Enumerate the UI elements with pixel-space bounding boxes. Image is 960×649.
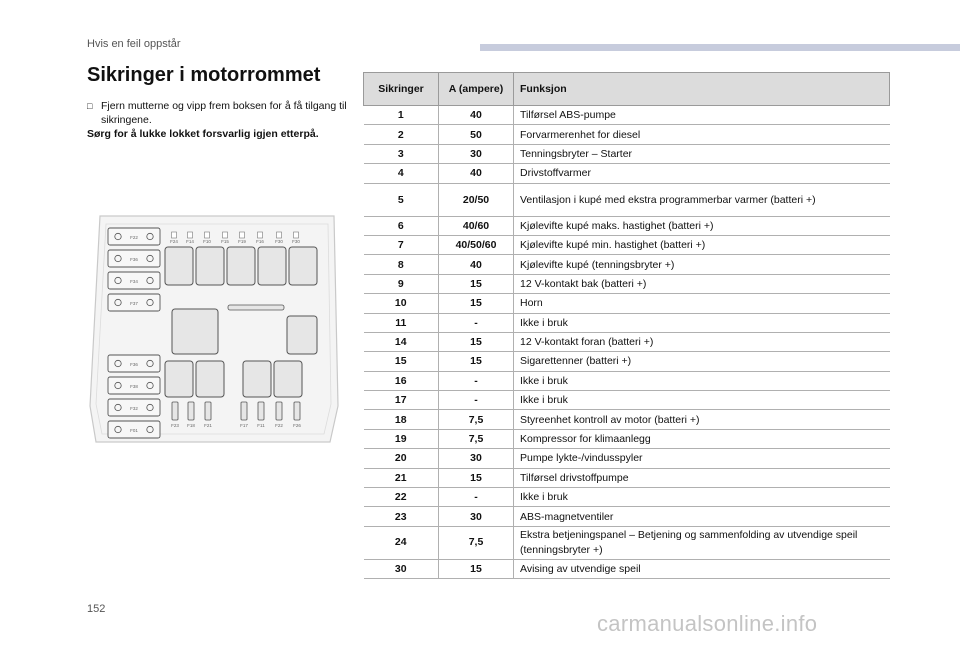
section-header: Hvis en feil oppstår [87, 38, 181, 50]
table-row [364, 488, 890, 507]
fuse-label: F24 [170, 239, 178, 244]
fuse-box-diagram [86, 206, 340, 443]
fuse-number: 6 [364, 216, 439, 235]
table-row [364, 216, 890, 235]
header-fuse: Sikringer [364, 73, 439, 106]
fuse-function: Kompressor for klimaanlegg [514, 429, 890, 448]
relay-block [196, 247, 224, 285]
fuse-ampere: 7,5 [439, 410, 514, 429]
fuse-function: Tilførsel ABS-pumpe [514, 106, 890, 125]
fuse-ampere: 40/50/60 [439, 235, 514, 254]
fuse-label: F16 [256, 239, 264, 244]
fuse-function: Ikke i bruk [514, 371, 890, 390]
fuse-number: 7 [364, 235, 439, 254]
fuse-number: 15 [364, 352, 439, 371]
fuse-number: 5 [364, 183, 439, 216]
table-row [364, 274, 890, 293]
fuse-function: Ekstra betjeningspanel – Betjening og sammenfolding av utvendige speil (tenningsbryter +) [514, 526, 890, 559]
table-row [364, 559, 890, 578]
table-row [364, 125, 890, 144]
relay-block [196, 361, 224, 397]
fuse-function: Ikke i bruk [514, 313, 890, 332]
fuse-number: 16 [364, 371, 439, 390]
fuse-function: Forvarmerenhet for diesel [514, 125, 890, 144]
fuse-number: 19 [364, 429, 439, 448]
fuse-number: 18 [364, 410, 439, 429]
fuse-label: F37 [130, 301, 138, 306]
blade-fuse [241, 402, 247, 420]
fuse-function: Horn [514, 294, 890, 313]
fuse-ampere: 40 [439, 106, 514, 125]
watermark: carmanualsonline.info [597, 611, 818, 636]
fuse-ampere: 30 [439, 144, 514, 163]
fuse-ampere: 30 [439, 507, 514, 526]
mini-fuse [277, 232, 282, 238]
fuse-number: 21 [364, 468, 439, 487]
header-function: Funksjon [514, 73, 890, 106]
maxi-fuse [108, 399, 160, 416]
fuse-ampere: - [439, 313, 514, 332]
fuse-label: F30 [292, 239, 300, 244]
fuse-function: Tilførsel drivstoffpumpe [514, 468, 890, 487]
fuse-ampere: - [439, 371, 514, 390]
table-row [364, 507, 890, 526]
fuse-label: F30 [275, 239, 283, 244]
fuse-number: 4 [364, 164, 439, 183]
table-row [364, 164, 890, 183]
instruction-step [87, 99, 347, 127]
fuse-label: F11 [257, 423, 265, 428]
fuse-function: Ikke i bruk [514, 391, 890, 410]
fuse-function: Sigarettenner (batteri +) [514, 352, 890, 371]
fuse-number: 2 [364, 125, 439, 144]
fuse-number: 22 [364, 488, 439, 507]
mini-fuse [205, 232, 210, 238]
table-row [364, 352, 890, 371]
fuse-function: Kjølevifte kupé (tenningsbryter +) [514, 255, 890, 274]
fuse-label: F15 [221, 239, 229, 244]
maxi-fuse [108, 250, 160, 267]
fuse-label: F34 [130, 279, 138, 284]
fuse-ampere: 15 [439, 468, 514, 487]
fuse-ampere: 15 [439, 332, 514, 351]
instruction-warning: Sørg for å lukke lokket forsvarlig igjen etterpå. [87, 128, 319, 140]
fuse-function: ABS-magnetventiler [514, 507, 890, 526]
fuse-ampere: 40/60 [439, 216, 514, 235]
fuse-label: F17 [240, 423, 248, 428]
blade-fuse [205, 402, 211, 420]
fuse-number: 1 [364, 106, 439, 125]
fuse-label: F18 [187, 423, 195, 428]
table-row [364, 468, 890, 487]
table-row [364, 106, 890, 125]
fuse-function: Ikke i bruk [514, 488, 890, 507]
relay-block [287, 316, 317, 354]
bus-bar [228, 305, 284, 310]
blade-fuse [188, 402, 194, 420]
fuse-ampere: - [439, 488, 514, 507]
fuse-function: Tenningsbryter – Starter [514, 144, 890, 163]
fuse-number: 30 [364, 559, 439, 578]
table-row [364, 449, 890, 468]
table-row [364, 526, 890, 559]
fuse-function: Drivstoffvarmer [514, 164, 890, 183]
fuse-number: 10 [364, 294, 439, 313]
fuse-label: F26 [293, 423, 301, 428]
header-bar [480, 44, 960, 51]
fuse-function: Ventilasjon i kupé med ekstra programmerbar varmer (batteri +) [514, 183, 890, 216]
table-row [364, 144, 890, 163]
fuse-number: 24 [364, 526, 439, 559]
fuse-number: 8 [364, 255, 439, 274]
table-row [364, 332, 890, 351]
blade-fuse [258, 402, 264, 420]
fuse-ampere: 40 [439, 164, 514, 183]
fuse-label: F36 [130, 257, 138, 262]
fuse-ampere: 15 [439, 274, 514, 293]
fuse-label: F22 [130, 235, 138, 240]
blade-fuse [276, 402, 282, 420]
fuse-ampere: 15 [439, 559, 514, 578]
fuse-ampere: 40 [439, 255, 514, 274]
table-row [364, 371, 890, 390]
fuse-label: F36 [130, 362, 138, 367]
relay-block [165, 247, 193, 285]
table-row [364, 410, 890, 429]
table-row [364, 255, 890, 274]
fuse-label: F38 [130, 384, 138, 389]
table-row [364, 235, 890, 254]
mini-fuse [172, 232, 177, 238]
page-number: 152 [87, 603, 106, 615]
fuse-number: 17 [364, 391, 439, 410]
relay-block [243, 361, 271, 397]
fuse-table [363, 72, 890, 579]
fuse-ampere: 15 [439, 352, 514, 371]
mini-fuse [188, 232, 193, 238]
maxi-fuse [108, 294, 160, 311]
fuse-ampere: 7,5 [439, 526, 514, 559]
header-ampere: A (ampere) [439, 73, 514, 106]
fuse-function: Styreenhet kontroll av motor (batteri +) [514, 410, 890, 429]
maxi-fuse [108, 228, 160, 245]
fuse-number: 23 [364, 507, 439, 526]
mini-fuse [258, 232, 263, 238]
maxi-fuse [108, 272, 160, 289]
fuse-label: F01 [130, 428, 138, 433]
maxi-fuse [108, 421, 160, 438]
fuse-ampere: 7,5 [439, 429, 514, 448]
table-row [364, 429, 890, 448]
mini-fuse [294, 232, 299, 238]
fuse-number: 14 [364, 332, 439, 351]
relay-block [227, 247, 255, 285]
fuse-ampere: 15 [439, 294, 514, 313]
table-row [364, 313, 890, 332]
fuse-table-body [364, 106, 890, 579]
fuse-function: Pumpe lykte-/vindusspyler [514, 449, 890, 468]
checkbox-bullet-icon: □ [87, 101, 93, 111]
relay-block [274, 361, 302, 397]
maxi-fuse [108, 355, 160, 372]
fuse-function: 12 V-kontakt bak (batteri +) [514, 274, 890, 293]
fuse-number: 3 [364, 144, 439, 163]
table-header-row [364, 73, 890, 106]
fuse-ampere: 30 [439, 449, 514, 468]
table-row [364, 294, 890, 313]
fuse-label: F21 [204, 423, 212, 428]
relay-block [258, 247, 286, 285]
relay-block [289, 247, 317, 285]
fuse-number: 20 [364, 449, 439, 468]
relay-block-large [172, 309, 218, 354]
fuse-label: F23 [171, 423, 179, 428]
blade-fuse [172, 402, 178, 420]
fuse-number: 11 [364, 313, 439, 332]
table-row [364, 391, 890, 410]
instruction-step-text: Fjern mutterne og vipp frem boksen for å få tilgang til sikringene. [101, 100, 347, 126]
fuse-label: F14 [186, 239, 194, 244]
instructions [87, 99, 347, 141]
fuse-function: Kjølevifte kupé maks. hastighet (batteri +) [514, 216, 890, 235]
page-title: Sikringer i motorrommet [87, 64, 321, 86]
maxi-fuse [108, 377, 160, 394]
fuse-ampere: - [439, 391, 514, 410]
fuse-ampere: 50 [439, 125, 514, 144]
fuse-label: F22 [275, 423, 283, 428]
fuse-function: Kjølevifte kupé min. hastighet (batteri +) [514, 235, 890, 254]
relay-block [165, 361, 193, 397]
mini-fuse [223, 232, 228, 238]
fuse-label: F19 [238, 239, 246, 244]
fuse-function: Avising av utvendige speil [514, 559, 890, 578]
mini-fuse [240, 232, 245, 238]
fuse-ampere: 20/50 [439, 183, 514, 216]
table-row [364, 183, 890, 216]
fuse-label: F10 [203, 239, 211, 244]
fuse-number: 9 [364, 274, 439, 293]
fuse-label: F32 [130, 406, 138, 411]
fuse-function: 12 V-kontakt foran (batteri +) [514, 332, 890, 351]
blade-fuse [294, 402, 300, 420]
